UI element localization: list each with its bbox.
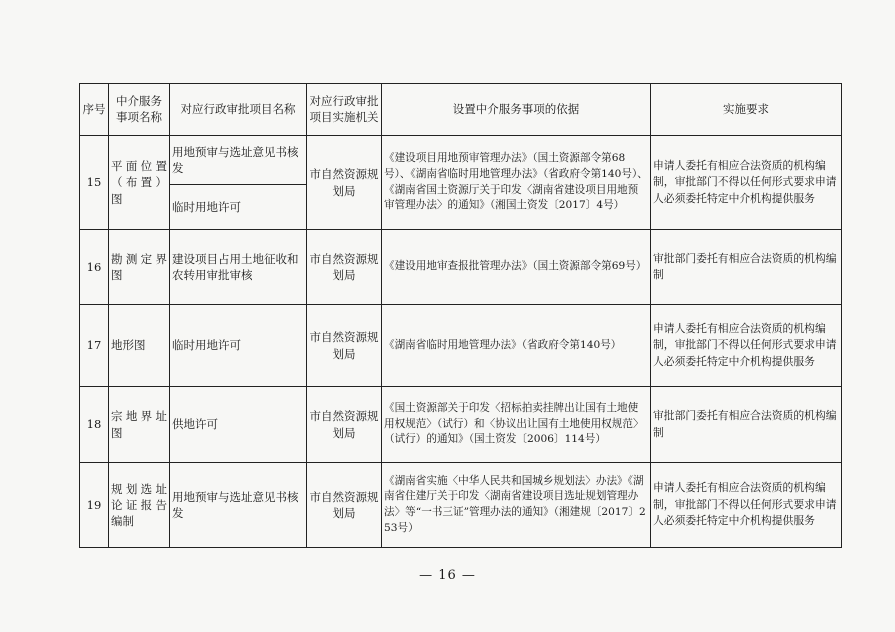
service-name: 地形图 bbox=[109, 305, 170, 387]
agency: 市自然资源规划局 bbox=[307, 463, 382, 548]
requirement: 申请人委托有相应合法资质的机构编制，审批部门不得以任何形式要求申请人必须委托特定中介机构提供服务 bbox=[651, 305, 842, 387]
row-number: 17 bbox=[80, 305, 109, 387]
row-number: 19 bbox=[80, 463, 109, 548]
approval-item: 供地许可 bbox=[170, 387, 307, 463]
table-header-row bbox=[80, 84, 842, 136]
table-row bbox=[80, 230, 842, 305]
header-agency: 对应行政审批项目实施机关 bbox=[307, 84, 382, 136]
header-service: 中介服务事项名称 bbox=[109, 84, 170, 136]
table-row bbox=[80, 387, 842, 463]
row-number: 18 bbox=[80, 387, 109, 463]
requirement: 审批部门委托有相应合法资质的机构编制 bbox=[651, 387, 842, 463]
service-name: 勘测定界图 bbox=[109, 230, 170, 305]
approval-item: 用地预审与选址意见书核发 bbox=[170, 136, 307, 185]
header-requirement: 实施要求 bbox=[651, 84, 842, 136]
service-name: 规划选址论证报告编制 bbox=[109, 463, 170, 548]
table-row bbox=[80, 305, 842, 387]
agency: 市自然资源规划局 bbox=[307, 230, 382, 305]
service-name: 宗地界址图 bbox=[109, 387, 170, 463]
basis: 《湖南省实施〈中华人民共和国城乡规划法〉办法》《湖南省住建厅关于印发〈湖南省建设项目选址规划管理办法〉等“一书三证”管理办法的通知》（湘建规〔2017〕253号） bbox=[382, 463, 651, 548]
agency: 市自然资源规划局 bbox=[307, 305, 382, 387]
row-number: 15 bbox=[80, 136, 109, 230]
agency: 市自然资源规划局 bbox=[307, 136, 382, 230]
approval-item: 临时用地许可 bbox=[170, 305, 307, 387]
basis: 《建设用地审查报批管理办法》（国土资源部令第69号） bbox=[382, 230, 651, 305]
page-number: — 16 — bbox=[419, 568, 476, 583]
approval-item: 用地预审与选址意见书核发 bbox=[170, 463, 307, 548]
basis: 《国土资源部关于印发〈招标拍卖挂牌出让国有土地使用权规范〉（试行）和〈协议出让国有土地使用权规范〉（试行）的通知》（国土资发〔2006〕114号） bbox=[382, 387, 651, 463]
approval-item: 建设项目占用土地征收和农转用审批审核 bbox=[170, 230, 307, 305]
requirement: 审批部门委托有相应合法资质的机构编制 bbox=[651, 230, 842, 305]
header-no: 序号 bbox=[80, 84, 109, 136]
approval-item: 临时用地许可 bbox=[170, 185, 307, 230]
basis: 《湖南省临时用地管理办法》（省政府令第140号） bbox=[382, 305, 651, 387]
agency: 市自然资源规划局 bbox=[307, 387, 382, 463]
intermediary-services-table bbox=[79, 83, 842, 548]
service-name: 平面位置（布置）图 bbox=[109, 136, 170, 230]
requirement: 申请人委托有相应合法资质的机构编制，审批部门不得以任何形式要求申请人必须委托特定中介机构提供服务 bbox=[651, 136, 842, 230]
basis: 《建设项目用地预审管理办法》（国土资源部令第68号）、《湖南省临时用地管理办法》（省政府令第140号）、《湖南省国土资源厅关于印发〈湖南省建设项目用地预审管理办法〉的通知》（湘国土资发〔2017〕4号） bbox=[382, 136, 651, 230]
row-number: 16 bbox=[80, 230, 109, 305]
header-item: 对应行政审批项目名称 bbox=[170, 84, 307, 136]
requirement: 申请人委托有相应合法资质的机构编制，审批部门不得以任何形式要求申请人必须委托特定中介机构提供服务 bbox=[651, 463, 842, 548]
table-row bbox=[80, 463, 842, 548]
table-row bbox=[80, 136, 842, 185]
header-basis: 设置中介服务事项的依据 bbox=[382, 84, 651, 136]
